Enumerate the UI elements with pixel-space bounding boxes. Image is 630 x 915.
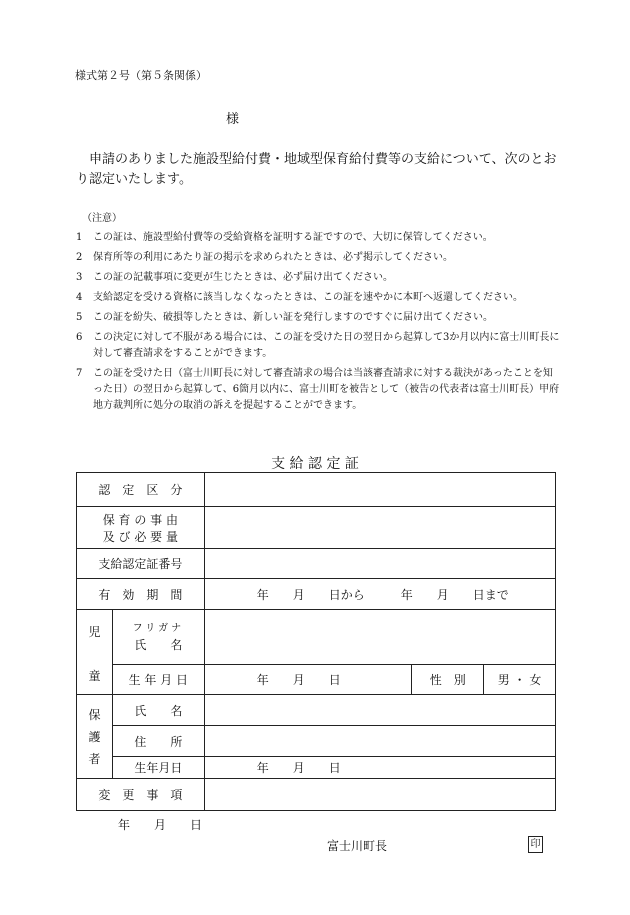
row-category (77, 473, 556, 507)
note-item: 3 この証の記載事項に変更が生じたときは、必ず届け出てください。 (76, 272, 393, 283)
notes-heading: （注意） (82, 213, 122, 224)
label-guardian-name: 氏 名 (112, 695, 204, 726)
value-period[interactable]: 年 月 日から 年 月 日まで (204, 579, 555, 610)
label-child-birthdate: 生 年 月 日 (112, 664, 204, 694)
seal-mark: 印 (528, 836, 543, 853)
label-period: 有 効 期 間 (77, 579, 205, 610)
issuer-name: 富士川町長 (327, 839, 388, 853)
row-guardian-birthdate (77, 757, 556, 779)
label-guardian: 保 護 者 (77, 695, 113, 779)
note-item: 4 支給認定を受ける資格に該当しなくなったときは、この証を速やかに本町へ返還してください。 (76, 292, 523, 303)
issue-date: 年 月 日 (118, 818, 203, 832)
certificate-title: 支 給 認 定 証 (271, 456, 359, 472)
label-changes: 変 更 事 項 (77, 779, 205, 811)
row-reason (77, 507, 556, 549)
row-child-name (77, 610, 556, 665)
row-period (77, 579, 556, 610)
value-number[interactable] (204, 549, 555, 579)
value-sex[interactable]: 男 ・ 女 (484, 664, 556, 694)
row-changes (77, 779, 556, 811)
label-number: 支給認定証番号 (77, 549, 205, 579)
form-number: 様式第２号（第５条関係） (75, 69, 207, 82)
row-guardian-address (77, 726, 556, 757)
row-guardian-name (77, 695, 556, 726)
value-category[interactable] (204, 473, 555, 507)
notes-list (76, 230, 560, 418)
value-guardian-name[interactable] (204, 695, 555, 726)
label-sex: 性 別 (412, 664, 484, 694)
value-reason[interactable] (204, 507, 555, 549)
row-child-birthdate (77, 664, 556, 694)
label-child-name: フリガナ 氏 名 (112, 610, 204, 665)
value-guardian-birthdate[interactable]: 年 月 日 (204, 757, 555, 779)
value-child-name[interactable] (204, 610, 555, 665)
value-changes[interactable] (204, 779, 555, 811)
note-item: 6 この決定に対して不服がある場合には、この証を受けた日の翌日から起算して3か月以内に富士川町長に対して審査請求をすることができます。 (76, 332, 560, 359)
label-guardian-birthdate: 生年月日 (112, 757, 204, 779)
label-guardian-address: 住 所 (112, 726, 204, 757)
note-item: 1 この証は、施設型給付費等の受給資格を証明する証ですので、大切に保管してください。 (76, 232, 493, 243)
label-child: 児 童 (77, 610, 113, 695)
note-item: 7 この証を受けた日（富士川町長に対して審査請求の場合は当該審査請求に対する裁決があったことを知った日）の翌日から起算して、6箇月以内に、富士川町を被告として（被告の代表者は富士川町長）甲府地方裁判所に処分の取消の訴えを提起することができます。 (76, 368, 560, 411)
value-child-birthdate[interactable]: 年 月 日 (204, 664, 412, 694)
value-guardian-address[interactable] (204, 726, 555, 757)
label-category: 認 定 区 分 (77, 473, 205, 507)
label-reason: 保 育 の 事 由 及 び 必 要 量 (77, 507, 205, 549)
intro-text: 申請のありました施設型給付費・地域型保育給付費等の支給について、次のとおり認定いたします。 (76, 152, 557, 187)
row-number (77, 549, 556, 579)
addressee-suffix: 様 (226, 112, 240, 127)
note-item: 2 保育所等の利用にあたり証の掲示を求められたときは、必ず掲示してください。 (76, 252, 453, 263)
note-item: 5 この証を紛失、破損等したときは、新しい証を発行しますのですぐに届け出てください。 (76, 312, 493, 323)
certificate-table (76, 472, 556, 811)
